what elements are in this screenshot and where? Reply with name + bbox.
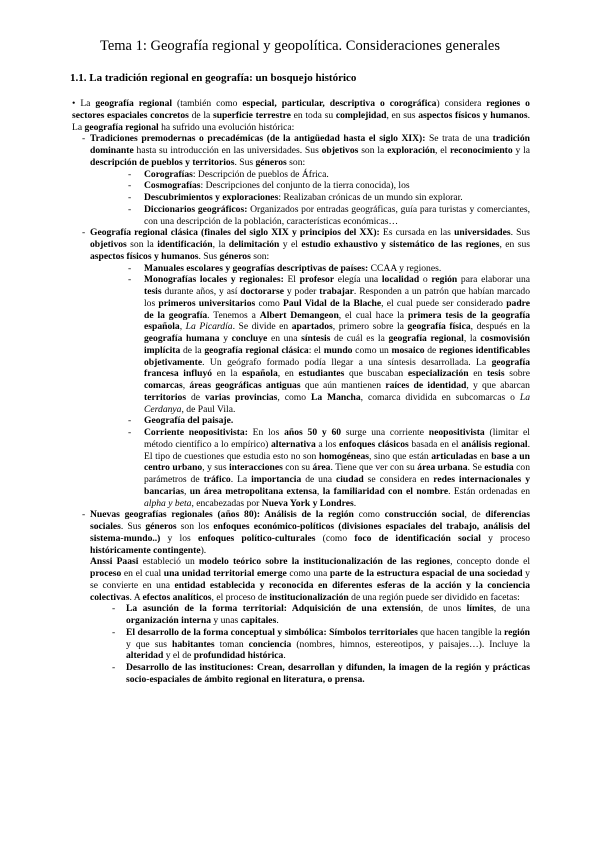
list-item-new-geographies [72,509,530,556]
sublist-item-text: Diccionarios geográficos: Organizados por entradas geográficas, guía para turistas y comerciantes, con una descripción de la población, características económicas… [144,203,530,227]
sublist-item [72,263,530,275]
list-item-text: Tradiciones premodernas o precadémicas (de la antigüedad hasta el siglo XIX): Se trata de una tradición dominante hasta su introducción en las universidades. Sus objetivos son la exploración, el reconocimiento y la descripción de pueblos y territorios. Sus géneros son: [90,133,530,168]
sublist-item-text: La asunción de la forma territorial: Adquisición de una extensión, de unos límites, de una organización interna y unas capitales. [126,603,530,626]
paragraph-text: Anssi Paasi estableció un modelo teórico sobre la institucionalización de las regiones, concepto donde el proceso en el cual una unidad territorial emerge como una parte de la estructura espacial de una sociedad y se convierte en una entidad establecida y reconocida en diferentes esferas de la acción y la conciencia colectivas. A efectos analíticos, el proceso de institucionalización de una región puede ser dividido en facetas: [90,556,531,603]
dash-marker: - [128,262,132,274]
sublist-item [72,274,530,415]
dash-marker: - [128,274,132,286]
dash-marker: - [128,192,132,203]
list-item-text: Nuevas geografías regionales (años 80): Análisis de la región como construcción social, de diferencias sociales. Sus géneros son los enfoques económico-políticos (divisiones espaciales del trabajo, análisis del sistema-mundo..) y los enfoques político-culturales (como foco de identificación social y proceso históricamente contingente). [90,509,531,556]
sublist-item [72,204,530,228]
dash-marker: - [112,662,116,673]
sublist-item [72,427,530,509]
sublist-item [72,627,530,662]
sublist-item-text: Manuales escolares y geografías descriptivas de países: CCAA y regiones. [144,262,442,274]
page-title: Tema 1: Geografía regional y geopolítica. Consideraciones generales [100,38,500,54]
sublist-item [72,662,530,686]
sublist-item-text: Corografías: Descripción de pueblos de África. [144,168,329,180]
dash-marker: - [128,415,132,427]
list-item-text: Geografía regional clásica (finales del siglo XIX y principios del XX): Es cursada en las universidades. Sus objetivos son la identificación, la delimitación y el estudio exhaustivo y sistemático de las regiones, en sus aspectos físicos y humanos. Sus géneros son: [90,227,531,262]
dash-marker: - [82,509,86,521]
bullet-icon: • [72,98,76,109]
list-item-classical [72,227,530,262]
sublist-item-text: Corriente neopositivista: En los años 50 y 60 surge una corriente neopositivista (limitar el método científico a lo empírico) alternativa a los enfoques clásicos basada en el análisis regional. El tipo de cuestiones que estudia esto no son homogéneas, sino que están articuladas en base a un centro urbano, y sus interacciones con su área. Tiene que ver con su área urbana. Se estudia con parámetros de tráfico. La importancia de una ciudad se considera en redes internacionales y bancarias, un área metropolitana extensa, la familiaridad con el nombre. Están ordenadas en alpha y beta, encabezadas por Nueva York y Londres. [144,427,531,509]
sublist-item-text: Cosmografías: Descripciones del conjunto de la tierra conocida), los [144,180,410,192]
sublist-item-text: Descubrimientos y exploraciones: Realizaban crónicas de un mundo sin explorar. [144,192,463,203]
intro-text: La geografía regional (también como especial, particular, descriptiva o corográfica) considera regiones o sectores espaciales concretos de la superficie terrestre en toda su complejidad, en sus aspectos físicos y humanos. La geografía regional ha sufrido una evolución histórica: [72,98,530,133]
sublist-item [72,192,530,204]
list-item-premodern [72,133,530,168]
sublist-item-text: El desarrollo de la forma conceptual y simbólica: Símbolos territoriales que hacen tangible la región y que sus habitantes toman conciencia (nombres, himnos, estereotipos, y paisajes…). Incluye la alteridad y el de profundidad histórica. [126,626,531,662]
sublist-item-text: Monografías locales y regionales: El profesor elegía una localidad o región para elaborar una tesis durante años, y así doctorarse y poder trabajar. Responden a un patrón que habían marcado los primeros universitarios como Paul Vidal de la Blache, el cual puede ser considerado padre de la geografía. Tenemos a Albert Demangeon, el cual hace la primera tesis de la geografía española, La Picardía. Se divide en apartados, primero sobre la geografía física, después en la geografía humana y concluye en una síntesis de cuál es la geografía regional, la cosmovisión implícita de la geografía regional clásica: el mundo como un mosaico de regiones identificables objetivamente. Un geógrafo formado podía llegar a una síntesis desarrollada. La geografía francesa influyó en la española, en estudiantes que buscaban especialización en tesis sobre comarcas, áreas geográficas antiguas que aún mantienen raíces de identidad, y que abarcan territorios de varias provincias, como La Mancha, comarca dividida en subcomarcas o La Cerdanya, de Paul Vila. [144,274,531,415]
dash-marker: - [112,626,116,638]
sublist-item-text: Geografía del paisaje. [144,415,234,427]
sublist-item-text: Desarrollo de las instituciones: Crean, desarrollan y difunden, la imagen de la región y prácticas socio-espaciales de ámbito regional en literatura, o prensa. [126,662,530,685]
document-body [72,98,530,686]
dash-marker: - [128,203,132,215]
sublist-item [72,180,530,192]
dash-marker: - [82,227,86,239]
dash-marker: - [112,603,116,615]
sublist-item [72,415,530,427]
sublist-item [72,169,530,181]
dash-marker: - [128,168,132,180]
sublist-item [72,603,530,627]
paasi-paragraph [72,556,530,603]
intro-paragraph [72,98,530,133]
dash-marker: - [128,427,132,438]
dash-marker: - [82,133,86,145]
section-heading: 1.1. La tradición regional en geografía: un bosquejo histórico [70,72,357,84]
dash-marker: - [128,180,132,192]
